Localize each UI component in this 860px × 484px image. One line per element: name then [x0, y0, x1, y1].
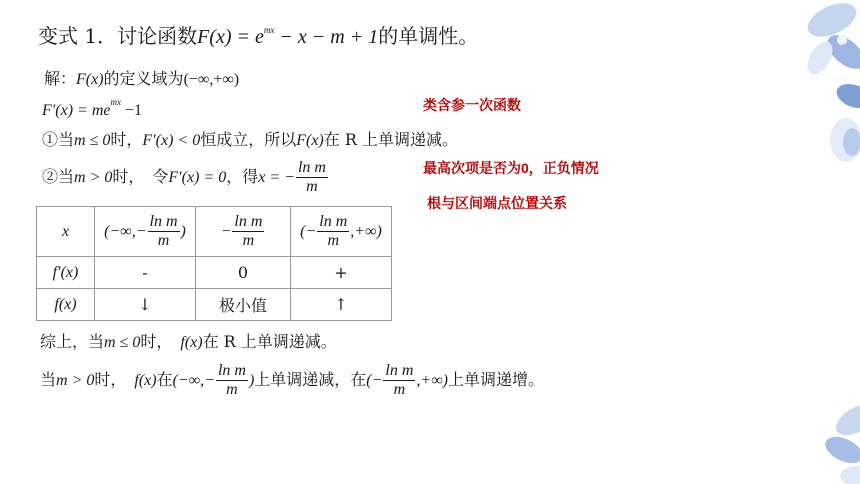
- summary2-in: 在: [156, 370, 173, 389]
- summary2-interval2-close: ,+∞): [416, 372, 448, 389]
- case1-condition: m ≤ 0: [74, 132, 111, 149]
- summary1-function: f(x): [180, 334, 203, 351]
- summary2-interval2-open: (−: [366, 372, 383, 389]
- fraction-denominator: m: [226, 381, 238, 398]
- summary2-fraction-one: [216, 362, 248, 399]
- fraction-numerator: ln m: [217, 362, 246, 379]
- summary2-interval1-open: (−∞,−: [172, 372, 215, 389]
- fraction-numerator: ln m: [149, 213, 178, 230]
- title-prefix: 变式 1．讨论函数: [38, 24, 198, 48]
- case2-x: x = −: [258, 169, 295, 186]
- summary2-decreasing: 上单调递减，在: [254, 370, 367, 389]
- title-function: F(x) = e: [197, 26, 264, 48]
- summary1-prefix: 综上，当: [40, 332, 105, 351]
- interval-right-fraction: [317, 213, 349, 250]
- summary1-end: 在 R 上单调递减。: [202, 332, 337, 351]
- case2-equation: F′(x) = 0: [168, 169, 227, 186]
- derivative-sign-critical: 0: [196, 257, 291, 289]
- summary2-function: f(x): [134, 372, 157, 389]
- critical-sign: −: [220, 223, 232, 240]
- case1-mid: 时，: [110, 130, 143, 149]
- interval-left-fraction: [148, 213, 180, 250]
- note-linear-type: 类含参一次函数: [423, 97, 521, 113]
- table-row-x: [37, 207, 392, 257]
- title-suffix: 的单调性。: [378, 24, 479, 48]
- table-row-function: [37, 289, 392, 321]
- table-row-derivative: [37, 257, 392, 289]
- interval-right-close: ,+∞): [350, 223, 382, 240]
- summary2-condition: m > 0: [56, 372, 95, 389]
- trend-left: ↓: [95, 289, 196, 321]
- fraction-numerator: ln m: [319, 213, 348, 230]
- case1-prefix: ①当: [42, 130, 75, 149]
- fraction-numerator: ln m: [234, 213, 263, 230]
- interval-left: [95, 207, 196, 257]
- interval-left-open: (−∞,−: [104, 223, 147, 240]
- case2-condition: m > 0: [74, 169, 113, 186]
- derivative-lhs: F′(x) = me: [42, 102, 111, 119]
- critical-point: [196, 207, 291, 257]
- summary1-mid: 时，: [140, 332, 181, 351]
- interval-left-close: ): [180, 223, 186, 240]
- domain-text: 的定义域为: [103, 69, 184, 88]
- fraction-numerator: ln m: [297, 159, 326, 176]
- summary2-mid: 时，: [94, 370, 135, 389]
- critical-fraction: [232, 213, 264, 250]
- summary2-fraction-two: [383, 362, 415, 399]
- interval-right-open: (−: [300, 223, 317, 240]
- derivative-sign-right: +: [291, 257, 392, 289]
- problem-title: [38, 20, 478, 49]
- case2-mid: 时， 令: [112, 167, 169, 186]
- summary-line-one: [40, 329, 337, 352]
- fraction-denominator: m: [393, 381, 406, 398]
- summary2-increasing: 上单调递增。: [447, 370, 544, 389]
- case1-text: 恒成立，所以: [200, 130, 297, 149]
- case1-inequality: F′(x) < 0: [142, 132, 201, 149]
- fraction-denominator: m: [157, 232, 170, 249]
- top-flower-icon: [802, 0, 860, 162]
- summary2-prefix: 当: [40, 370, 57, 389]
- flower-decoration: [780, 0, 860, 484]
- derivative-sign-left: -: [95, 257, 196, 289]
- title-function-rest: − x − m + 1: [274, 26, 379, 48]
- title-exponent: mx: [263, 25, 275, 35]
- case1-end: 在 R 上单调递减。: [323, 130, 458, 149]
- note-root-position: 根与区间端点位置关系: [427, 195, 567, 211]
- row-label-function: f(x): [37, 289, 95, 321]
- derivative-line: [42, 97, 142, 120]
- fraction-denominator: m: [242, 232, 255, 249]
- case2-get: ，得: [226, 167, 259, 186]
- row-label-derivative: f′(x): [37, 257, 95, 289]
- fraction-denominator: m: [306, 178, 318, 195]
- domain-value: (−∞,+∞): [183, 71, 240, 88]
- summary1-condition: m ≤ 0: [104, 334, 141, 351]
- interval-right: [291, 207, 392, 257]
- summary2-interval1-close: ): [248, 372, 255, 389]
- trend-critical: 极小值: [196, 289, 291, 321]
- fraction-denominator: m: [327, 232, 340, 249]
- derivative-rhs: −1: [120, 102, 143, 119]
- domain-line: [44, 66, 239, 89]
- case-one-line: [42, 127, 458, 150]
- case1-function: F(x): [296, 132, 324, 149]
- solution-label: 解：: [44, 69, 77, 88]
- critical-point-fraction: [296, 159, 328, 196]
- summary-line-two: [40, 362, 544, 399]
- monotonicity-table: [36, 206, 392, 321]
- header-x: x: [37, 207, 95, 257]
- bottom-flower-icon: [821, 399, 860, 484]
- trend-right: ↑: [291, 289, 392, 321]
- derivative-exponent: mx: [110, 97, 121, 107]
- fraction-numerator: ln m: [385, 362, 414, 379]
- domain-function: F(x): [76, 71, 104, 88]
- case2-prefix: ②当: [42, 167, 75, 186]
- case-two-line: [42, 159, 329, 196]
- note-leading-coefficient: 最高次项是否为0，正负情况: [423, 160, 599, 176]
